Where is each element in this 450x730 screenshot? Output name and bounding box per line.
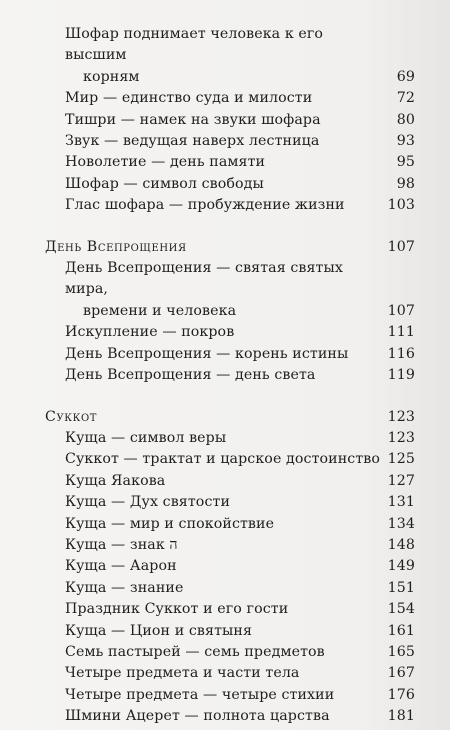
toc-page-number: 131 (387, 494, 415, 511)
toc-entry-title: Четыре предмета и части тела (65, 665, 300, 682)
toc-entry-title: Суккот — трактат и царское достоинство (65, 451, 380, 468)
toc-entry (45, 556, 415, 577)
toc-page-number: 149 (387, 558, 415, 575)
toc-entry-title: Семь пастырей — семь предметов (65, 643, 325, 660)
toc-section-title: День Всепрощения (45, 238, 187, 255)
toc-entry-title: Искупление — покров (65, 324, 235, 341)
toc-entry (45, 131, 415, 152)
toc-entry (45, 344, 415, 365)
toc-page-number: 111 (387, 324, 415, 341)
toc-page-number: 80 (396, 111, 415, 128)
section-gap (45, 387, 415, 407)
toc-page-number: 167 (387, 665, 415, 682)
toc-entry-title: Глас шофара — пробуждение жизни (65, 197, 345, 214)
toc-page-number: 123 (387, 429, 415, 446)
toc-page-number: 107 (387, 238, 415, 255)
toc-page-number: 151 (387, 579, 415, 596)
toc-entry-title: Новолетие — день памяти (65, 154, 266, 171)
toc-entry-title: Куща — Дух святости (65, 494, 231, 511)
toc-page-number: 119 (387, 367, 415, 384)
toc-page-number: 98 (396, 175, 415, 192)
toc-entry (45, 535, 415, 556)
toc-page-number: 165 (387, 643, 415, 660)
toc-entry (45, 88, 415, 109)
toc-entry-title: Четыре предмета — четыре стихии (65, 686, 335, 703)
toc-page-number: 127 (387, 472, 415, 489)
toc-entry (45, 428, 415, 449)
toc-entry (45, 642, 415, 663)
toc-section-heading (45, 407, 415, 428)
toc-entry-title-continued: корням (83, 68, 140, 85)
toc-entry-title: Куща — знак ה (65, 536, 178, 553)
toc-entry-title: Куща — мир и спокойствие (65, 515, 275, 532)
section-gap (45, 217, 415, 237)
toc-page-number: 148 (387, 536, 415, 553)
toc-entry-title: Звук — ведущая наверх лестница (65, 133, 320, 150)
toc-page-number: 123 (387, 408, 415, 425)
toc-section-title: Суккот (45, 408, 98, 425)
toc-entry (45, 706, 415, 727)
toc-page-number: 107 (387, 302, 415, 319)
toc-page-number: 181 (387, 708, 415, 725)
toc-entry (45, 578, 415, 599)
toc-entry (45, 195, 415, 216)
toc-page-number: 134 (387, 515, 415, 532)
toc-entry (45, 471, 415, 492)
toc-entry (45, 514, 415, 535)
toc-entry-title: Шофар поднимает человека к его высшим (65, 26, 324, 64)
toc-page-number: 176 (387, 686, 415, 703)
toc-entry-title: День Всепрощения — день света (65, 367, 316, 384)
toc-entry (45, 365, 415, 386)
toc-entry (45, 174, 415, 195)
table-of-contents (45, 24, 415, 728)
toc-page-number: 103 (387, 197, 415, 214)
toc-entry (45, 685, 415, 706)
toc-entry (45, 449, 415, 470)
toc-page-number: 72 (396, 90, 415, 107)
toc-entry (45, 322, 415, 343)
toc-entry-title-continued: времени и человека (83, 302, 237, 319)
toc-entry-title: Тишри — намек на звуки шофара (65, 111, 321, 128)
toc-section-heading (45, 237, 415, 258)
toc-page-number: 161 (387, 622, 415, 639)
toc-entry-title: Мир — единство суда и милости (65, 90, 313, 107)
toc-page-number: 95 (396, 154, 415, 171)
toc-entry (45, 621, 415, 642)
toc-entry (45, 24, 415, 88)
toc-entry (45, 258, 415, 322)
toc-page-number: 154 (387, 601, 415, 618)
toc-page-number: 116 (387, 345, 415, 362)
toc-entry (45, 599, 415, 620)
toc-entry-title: Куща — Цион и святыня (65, 622, 253, 639)
toc-page-number: 69 (396, 68, 415, 85)
toc-entry-title: Праздник Суккот и его гости (65, 601, 289, 618)
toc-page-number: 125 (387, 451, 415, 468)
toc-page-number: 93 (396, 133, 415, 150)
toc-entry-title: Куща — знание (65, 579, 184, 596)
toc-entry-title: Куща — символ веры (65, 429, 227, 446)
toc-entry (45, 492, 415, 513)
toc-entry-title: Куща — Аарон (65, 558, 177, 575)
toc-entry (45, 663, 415, 684)
toc-entry-title: День Всепрощения — корень истины (65, 345, 349, 362)
toc-entry-title: Шофар — символ свободы (65, 175, 264, 192)
toc-entry-title: День Всепрощения — святая святых мира, (65, 260, 343, 298)
toc-entry-title: Куща Яакова (65, 472, 166, 489)
toc-entry-title: Шмини Ацерет — полнота царства (65, 708, 330, 725)
toc-entry (45, 110, 415, 131)
toc-entry (45, 152, 415, 173)
